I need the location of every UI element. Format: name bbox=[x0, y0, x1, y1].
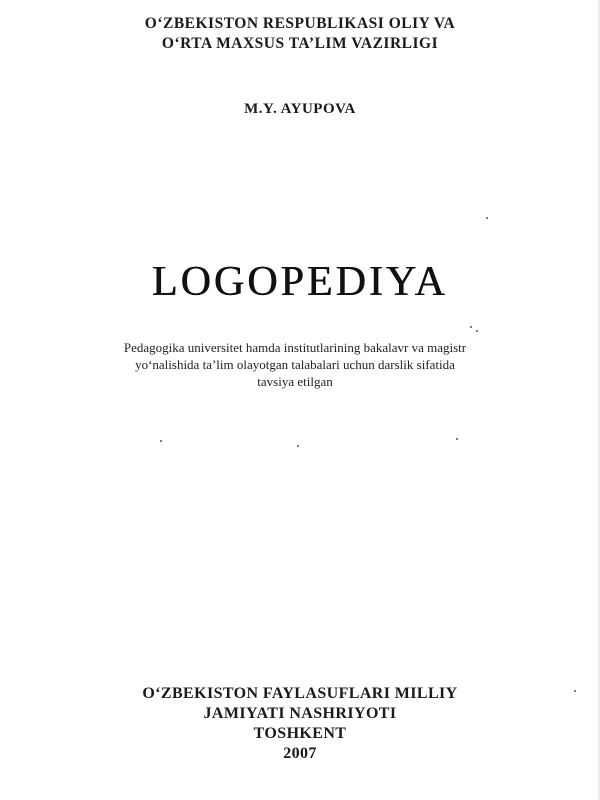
scan-speck bbox=[470, 326, 472, 328]
scan-speck bbox=[297, 445, 299, 447]
ministry-line-1: O‘ZBEKISTON RESPUBLIKASI OLIY VA bbox=[144, 15, 456, 32]
publication-year: 2007 bbox=[283, 745, 317, 762]
scan-speck bbox=[160, 440, 162, 442]
publication-city: TOSHKENT bbox=[253, 725, 347, 742]
ministry-line-2: O‘RTA MAXSUS TA’LIM VAZIRLIGI bbox=[161, 35, 439, 52]
ministry-heading bbox=[0, 14, 600, 54]
scan-speck bbox=[456, 438, 458, 440]
subtitle-line-3: tavsiya etilgan bbox=[257, 374, 333, 389]
subtitle-line-1: Pedagogika universitet hamda institutlarining bakalavr va magistr bbox=[123, 340, 467, 355]
book-subtitle bbox=[40, 339, 550, 390]
book-title: LOGOPEDIYA bbox=[152, 259, 448, 305]
publisher-block bbox=[0, 684, 600, 764]
scan-speck bbox=[486, 217, 488, 219]
scan-speck bbox=[476, 330, 478, 332]
author-name: M.Y. AYUPOVA bbox=[244, 101, 356, 117]
scan-speck bbox=[574, 690, 576, 692]
publisher-line-2: JAMIYATI NASHRIYOTI bbox=[203, 705, 397, 722]
subtitle-line-2: yo‘nalishida ta’lim olayotgan talabalari uchun darslik sifatida bbox=[135, 357, 455, 372]
publisher-line-1: O‘ZBEKISTON FAYLASUFLARI MILLIY bbox=[142, 685, 458, 702]
